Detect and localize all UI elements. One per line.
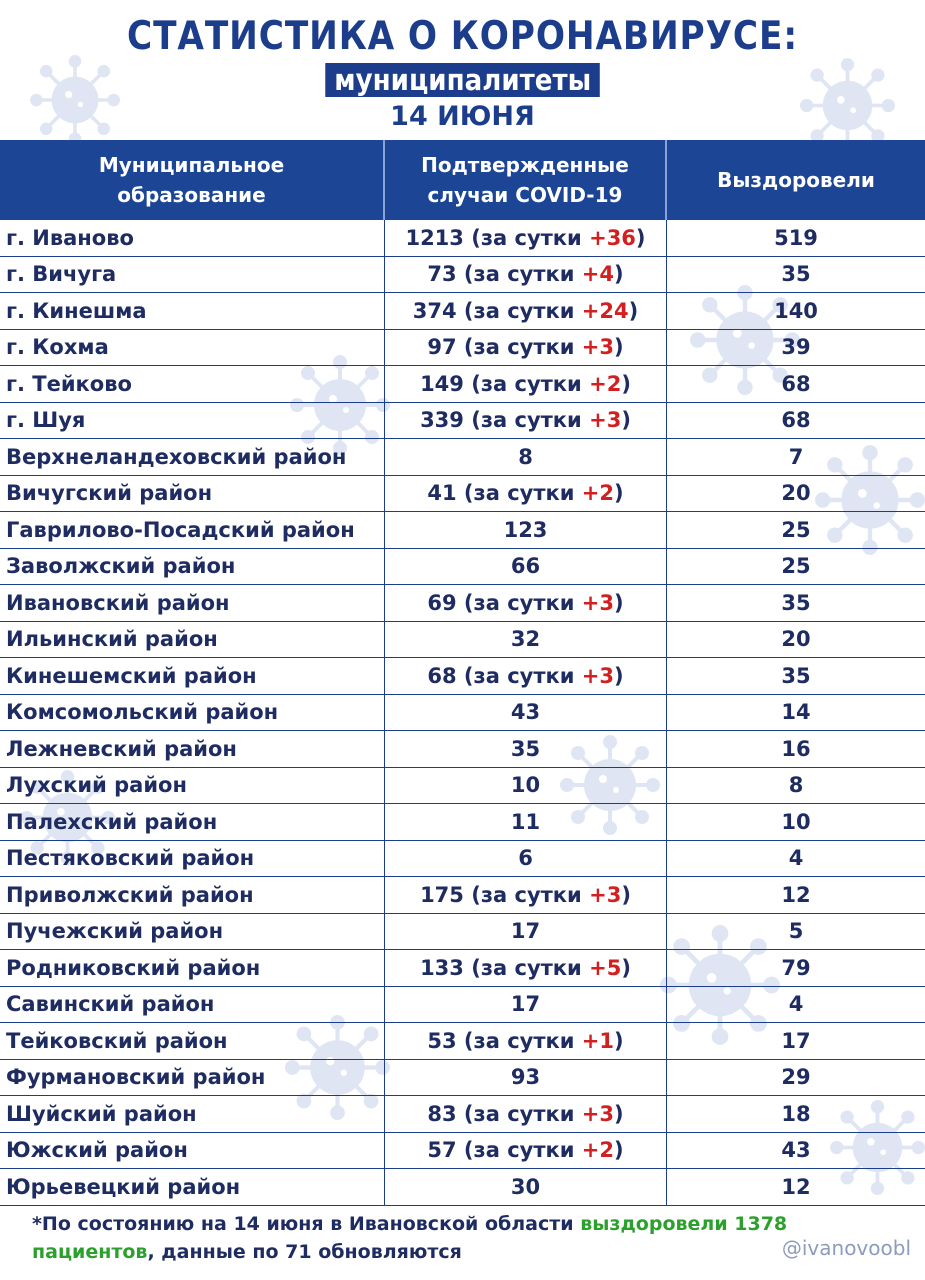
- daily-increase: +2: [581, 481, 615, 506]
- cell-confirmed: 10: [385, 768, 667, 804]
- cell-municipality: Родниковский район: [0, 950, 385, 986]
- table-row: [0, 950, 925, 987]
- table-row: [0, 330, 925, 367]
- daily-increase: +3: [581, 663, 615, 688]
- cell-municipality: Савинский район: [0, 987, 385, 1023]
- cell-recovered: 68: [781, 408, 811, 433]
- cell-recovered: 4: [788, 992, 804, 1017]
- cell-recovered: 4: [788, 846, 804, 871]
- cell-confirmed: 57 (за сутки +2): [385, 1133, 667, 1169]
- page-title: СТАТИСТИКА О КОРОНАВИРУСЕ:: [127, 14, 798, 59]
- table-row: [0, 585, 925, 622]
- cell-recovered: 25: [781, 517, 811, 542]
- cell-recovered: 8: [788, 773, 804, 798]
- table-row: [0, 877, 925, 914]
- table-row: [0, 366, 925, 403]
- cell-municipality: г. Кохма: [0, 330, 385, 366]
- footnote: *По состоянию на 14 июня в Ивановской области выздоровели 1378 пациентов, данные по 71 обновляются: [32, 1213, 788, 1263]
- cell-confirmed: 149 (за сутки +2): [385, 366, 667, 402]
- daily-increase: +1: [581, 1028, 615, 1053]
- cell-confirmed: 53 (за сутки +1): [385, 1023, 667, 1059]
- table-row: [0, 403, 925, 440]
- cell-recovered: 10: [781, 809, 811, 834]
- cell-recovered: 20: [781, 627, 811, 652]
- cell-municipality: Палехский район: [0, 804, 385, 840]
- column-header-municipality: Муниципальное образование: [0, 140, 385, 220]
- cell-recovered: 29: [781, 1065, 811, 1090]
- table-row: [0, 549, 925, 586]
- daily-increase: +36: [589, 225, 636, 250]
- table-row: [0, 622, 925, 659]
- cell-recovered: 35: [781, 663, 811, 688]
- cell-confirmed: 123: [385, 512, 667, 548]
- cell-recovered: 18: [781, 1101, 811, 1126]
- cell-confirmed: 41 (за сутки +2): [385, 476, 667, 512]
- table-body: [0, 220, 925, 1206]
- cell-recovered: 16: [781, 736, 811, 761]
- cell-municipality: г. Кинешма: [0, 293, 385, 329]
- cell-confirmed: 1213 (за сутки +36): [385, 220, 667, 256]
- table-row: [0, 1060, 925, 1097]
- daily-increase: +24: [581, 298, 629, 323]
- cell-confirmed: 11: [385, 804, 667, 840]
- cell-municipality: Юрьевецкий район: [0, 1169, 385, 1205]
- cell-confirmed: 8: [385, 439, 667, 475]
- column-header-confirmed: Подтвержденные случаи COVID-19: [385, 140, 667, 220]
- daily-increase: +5: [589, 955, 622, 980]
- table-row: [0, 841, 925, 878]
- cell-municipality: Тейковский район: [0, 1023, 385, 1059]
- daily-increase: +3: [581, 1101, 615, 1126]
- cell-municipality: Шуйский район: [0, 1096, 385, 1132]
- cell-confirmed: 35: [385, 731, 667, 767]
- cell-confirmed: 30: [385, 1169, 667, 1205]
- cell-recovered: 519: [774, 225, 818, 250]
- daily-increase: +3: [589, 882, 622, 907]
- cell-municipality: Приволжский район: [0, 877, 385, 913]
- cell-confirmed: 97 (за сутки +3): [385, 330, 667, 366]
- cell-recovered: 20: [781, 481, 811, 506]
- cell-municipality: г. Тейково: [0, 366, 385, 402]
- cell-recovered: 35: [781, 262, 811, 287]
- cell-municipality: Пучежский район: [0, 914, 385, 950]
- cell-confirmed: 32: [385, 622, 667, 658]
- cell-confirmed: 6: [385, 841, 667, 877]
- table-row: [0, 1133, 925, 1170]
- table-row: [0, 804, 925, 841]
- cell-confirmed: 175 (за сутки +3): [385, 877, 667, 913]
- table-row: [0, 476, 925, 513]
- cell-recovered: 12: [781, 882, 811, 907]
- cell-confirmed: 93: [385, 1060, 667, 1096]
- cell-municipality: Ильинский район: [0, 622, 385, 658]
- daily-increase: +4: [581, 262, 615, 287]
- cell-municipality: г. Иваново: [0, 220, 385, 256]
- table-row: [0, 658, 925, 695]
- cell-confirmed: 73 (за сутки +4): [385, 257, 667, 293]
- cell-recovered: 39: [781, 335, 811, 360]
- cell-recovered: 43: [781, 1138, 811, 1163]
- report-date: 14 ИЮНЯ: [390, 101, 535, 132]
- table-row: [0, 987, 925, 1024]
- cell-municipality: Заволжский район: [0, 549, 385, 585]
- cell-recovered: 35: [781, 590, 811, 615]
- cell-confirmed: 133 (за сутки +5): [385, 950, 667, 986]
- cell-recovered: 25: [781, 554, 811, 579]
- table-row: [0, 439, 925, 476]
- table-row: [0, 293, 925, 330]
- cell-confirmed: 66: [385, 549, 667, 585]
- table-row: [0, 768, 925, 805]
- cell-municipality: Верхнеландеховский район: [0, 439, 385, 475]
- cell-municipality: Вичугский район: [0, 476, 385, 512]
- table-row: [0, 220, 925, 257]
- cell-recovered: 12: [781, 1174, 811, 1199]
- cell-municipality: г. Шуя: [0, 403, 385, 439]
- table-row: [0, 695, 925, 732]
- table-row: [0, 1169, 925, 1206]
- cell-municipality: Лухский район: [0, 768, 385, 804]
- footnote-highlight: выздоровели 1378 пациентов: [32, 1213, 788, 1263]
- cell-confirmed: 68 (за сутки +3): [385, 658, 667, 694]
- cell-municipality: Пестяковский район: [0, 841, 385, 877]
- cell-municipality: Комсомольский район: [0, 695, 385, 731]
- cell-recovered: 79: [781, 955, 811, 980]
- daily-increase: +2: [589, 371, 622, 396]
- cell-recovered: 68: [781, 371, 811, 396]
- cell-recovered: 140: [774, 298, 818, 323]
- table-row: [0, 731, 925, 768]
- cell-confirmed: 83 (за сутки +3): [385, 1096, 667, 1132]
- table-row: [0, 1096, 925, 1133]
- cell-recovered: 5: [788, 919, 804, 944]
- cell-confirmed: 339 (за сутки +3): [385, 403, 667, 439]
- cell-municipality: Ивановский район: [0, 585, 385, 621]
- cell-recovered: 17: [781, 1028, 811, 1053]
- cell-confirmed: 17: [385, 914, 667, 950]
- table-header: [0, 140, 925, 220]
- cell-confirmed: 17: [385, 987, 667, 1023]
- cell-municipality: Фурмановский район: [0, 1060, 385, 1096]
- column-header-recovered: Выздоровели: [717, 168, 875, 192]
- cell-recovered: 14: [781, 700, 811, 725]
- cell-municipality: Гаврилово-Посадский район: [0, 512, 385, 548]
- table-row: [0, 257, 925, 294]
- daily-increase: +3: [589, 408, 622, 433]
- table-row: [0, 1023, 925, 1060]
- cell-municipality: Южский район: [0, 1133, 385, 1169]
- daily-increase: +3: [581, 335, 615, 360]
- cell-recovered: 7: [788, 444, 804, 469]
- page-subtitle: муниципалитеты: [325, 63, 600, 97]
- cell-confirmed: 374 (за сутки +24): [385, 293, 667, 329]
- daily-increase: +3: [581, 590, 615, 615]
- social-handle: @ivanovoobl: [781, 1236, 911, 1260]
- cell-municipality: Кинешемский район: [0, 658, 385, 694]
- table-row: [0, 512, 925, 549]
- daily-increase: +2: [581, 1138, 615, 1163]
- table-row: [0, 914, 925, 951]
- cell-municipality: Лежневский район: [0, 731, 385, 767]
- cell-municipality: г. Вичуга: [0, 257, 385, 293]
- cell-confirmed: 69 (за сутки +3): [385, 585, 667, 621]
- cell-confirmed: 43: [385, 695, 667, 731]
